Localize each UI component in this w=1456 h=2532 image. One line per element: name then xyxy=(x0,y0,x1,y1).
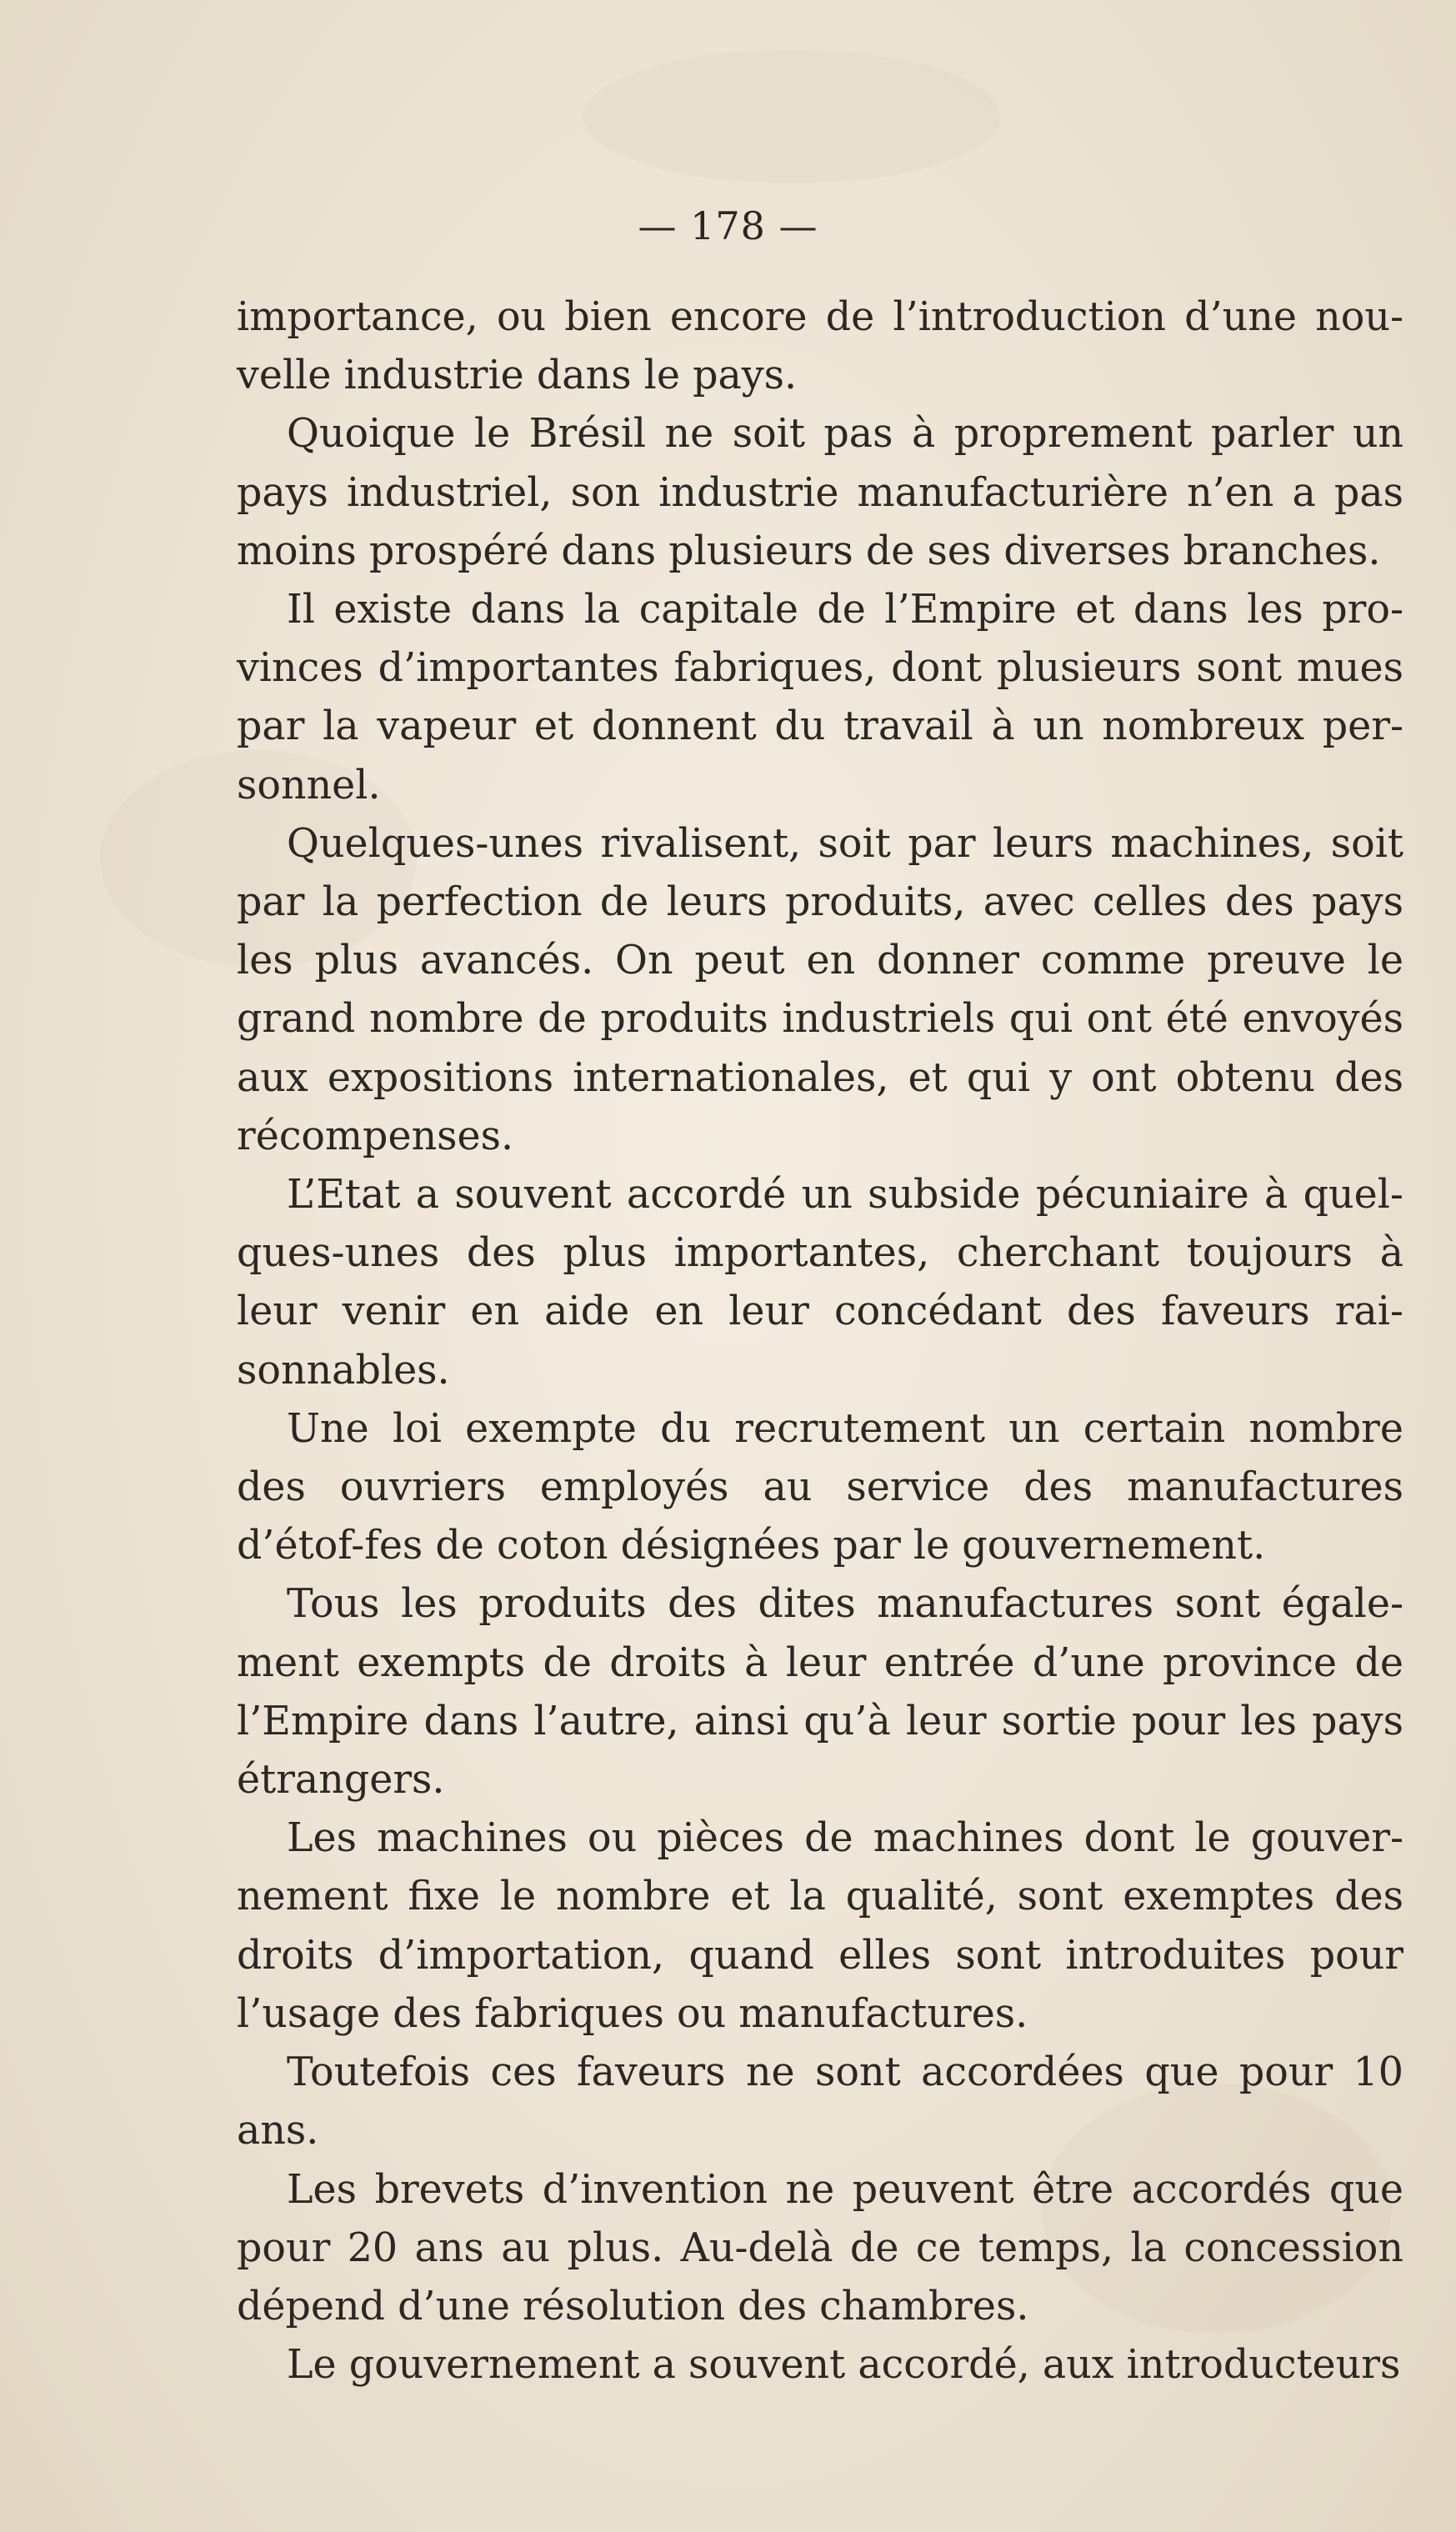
paragraph: Les machines ou pièces de machines dont le gouver-nement fixe le nombre et la qualité, sont exemptes des droits d’importation, quand elles sont introduites pour l’usage des fabriques ou manufactures. xyxy=(237,1815,1403,2037)
page-number: — 178 — xyxy=(638,203,818,248)
paragraph: Toutefois ces faveurs ne sont accordées que pour 10 ans. xyxy=(237,2049,1403,2154)
paragraph: importance, ou bien encore de l’introduction d’une nou-velle industrie dans le pays. xyxy=(237,294,1403,399)
paragraph: L’Etat a souvent accordé un subside pécuniaire à quel-ques-unes des plus importantes, cherchant toujours à leur venir en aide en leur concédant des faveurs rai-sonnables. xyxy=(237,1172,1403,1394)
paragraph: Les brevets d’invention ne peuvent être accordés que pour 20 ans au plus. Au-delà de ce temps, la concession dépend d’une résolution des chambres. xyxy=(237,2166,1403,2329)
paragraph: Tous les produits des dites manufactures sont égale-ment exempts de droits à leur entrée d’une province de l’Empire dans l’autre, ainsi qu’à leur sortie pour les pays étrangers. xyxy=(237,1581,1403,1804)
paragraph: Le gouvernement a souvent accordé, aux introducteurs xyxy=(287,2342,1401,2389)
paragraph: Il existe dans la capitale de l’Empire et dans les pro-vinces d’importantes fabriques, dont plusieurs sont mues par la vapeur et donnent du travail à un nombreux per-sonnel. xyxy=(237,587,1403,808)
paragraph: Une loi exempte du recrutement un certain nombre des ouvriers employés au service des manufactures d’étof-fes de coton désignées par le gouvernement. xyxy=(237,1405,1403,1569)
paragraph: Quelques-unes rivalisent, soit par leurs machines, soit par la perfection de leurs produits, avec celles des pays les plus avancés. On peut en donner comme preuve le grand nombre de produits industriels qui ont été envoyés aux expositions internationales, et qui y ont obtenu des récompenses. xyxy=(237,820,1403,1159)
paper-stain xyxy=(583,50,1000,183)
paragraph: Quoique le Brésil ne soit pas à proprement parler un pays industriel, son industrie manufacturière n’en a pas moins prospéré dans plusieurs de ses diverses branches. xyxy=(237,411,1403,574)
body-text xyxy=(237,288,1403,2394)
